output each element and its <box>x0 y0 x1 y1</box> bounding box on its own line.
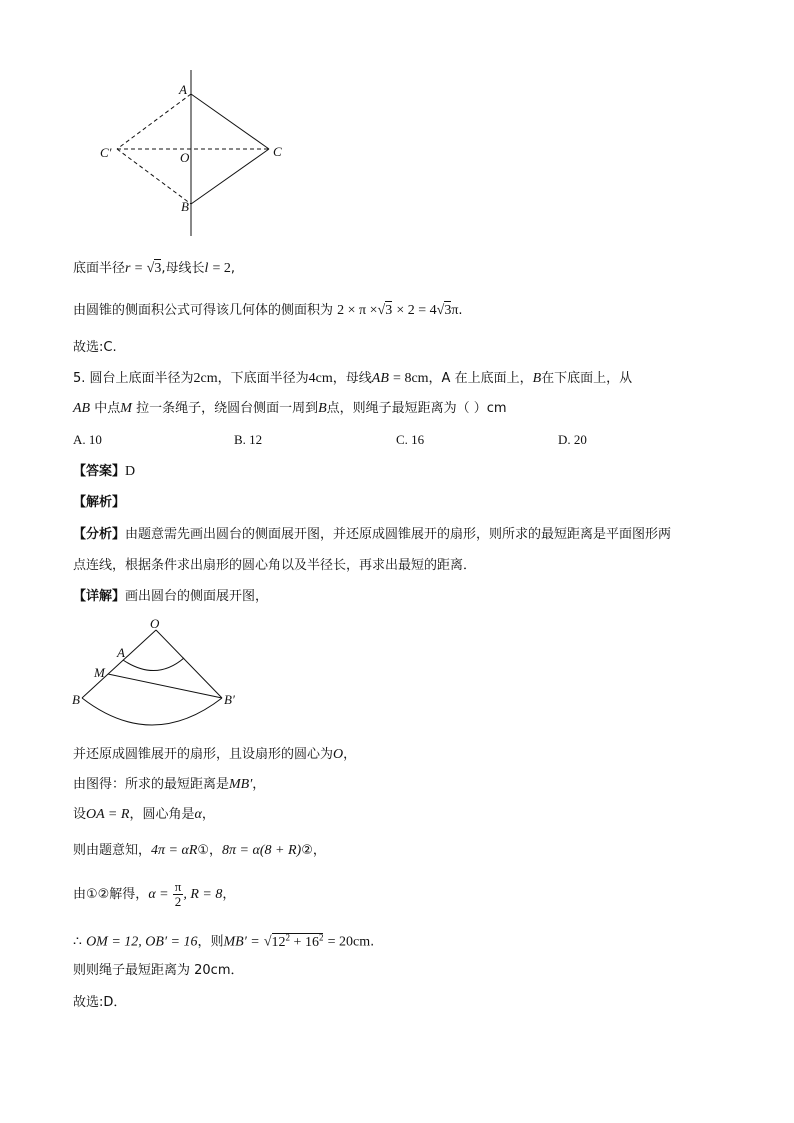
math: 8π = α(8 + R) <box>222 843 302 858</box>
text: 则由题意知， <box>73 843 152 858</box>
math: + 16 <box>290 934 319 950</box>
math-l: l <box>204 261 209 276</box>
radius-OB-prime <box>156 630 222 698</box>
solution-line-7 <box>73 962 244 980</box>
text: 画出圆台的侧面展开图， <box>125 589 269 604</box>
solution-line-2 <box>73 776 265 794</box>
segment-AC <box>191 94 269 149</box>
math: 2 <box>318 932 324 942</box>
math: 4π = αR <box>151 843 198 858</box>
math: B <box>318 401 327 416</box>
text: 在下底面上，从 <box>541 371 633 386</box>
xiangjie-tag: 【详解】 <box>73 589 126 604</box>
analysis-heading <box>73 494 125 512</box>
math: MB′ = <box>223 934 260 950</box>
text: 底面半径 <box>73 261 126 276</box>
label-O: O <box>150 616 160 631</box>
math: 2 <box>285 932 291 942</box>
outer-arc <box>82 698 222 725</box>
math: AB <box>371 371 389 386</box>
math: × 2 = 4 <box>396 303 437 318</box>
math: B <box>532 371 542 386</box>
math-sqrt3: 3 <box>154 261 162 276</box>
text: . <box>458 303 463 318</box>
text: 并还原成圆锥展开的扇形，且设扇形的圆心为 <box>73 747 334 762</box>
text: , <box>230 261 236 276</box>
fenxi-tag: 【分析】 <box>73 527 126 542</box>
text: ， <box>222 887 236 902</box>
math-eq2: = 2 <box>212 261 231 276</box>
answer-value: D <box>125 464 136 479</box>
figure-sector <box>68 612 248 734</box>
math: OM = 12, OB′ = 16 <box>86 934 198 950</box>
math: 3 <box>444 303 452 318</box>
solution-line-8 <box>73 994 126 1012</box>
text: 设 <box>73 807 87 822</box>
text: 由圆锥的侧面积公式可得该几何体的侧面积为 <box>73 303 334 318</box>
math: = 8cm <box>393 371 429 386</box>
answer-tag: 【答案】 <box>73 464 126 479</box>
option-b: B. 12 <box>234 432 263 447</box>
math: 4cm <box>308 371 333 386</box>
text: ，A 在上底面上， <box>428 371 533 386</box>
math: 2 × π × <box>337 303 378 318</box>
math: MB′ <box>229 777 253 792</box>
math: = 20cm <box>327 934 371 950</box>
label-O: O <box>180 150 190 165</box>
math: O <box>333 747 344 762</box>
label-C-prime: C′ <box>100 145 112 160</box>
solution-line-3 <box>73 806 215 824</box>
text: ， <box>252 777 266 792</box>
label-B: B <box>72 692 80 707</box>
math: α <box>194 807 202 822</box>
segment-CB <box>191 149 269 204</box>
line-base-radius: 底面半径r = √3,母线长l = 2, <box>73 261 236 276</box>
text: ，则 <box>197 934 224 950</box>
text: ，下底面半径为 <box>217 371 309 386</box>
text: 点，则绳子最短距离为（ ）cm <box>326 401 507 416</box>
option-d: D. 20 <box>558 432 587 447</box>
label-M: M <box>94 665 105 680</box>
solution-line-5 <box>73 880 235 909</box>
math-eq: = <box>134 261 143 276</box>
text: ②， <box>301 843 326 858</box>
solution-line-6: ∴ OM = 12, OB′ = 16，则$MB' = √12^2 + 16^2 = 20cm$. <box>73 932 375 950</box>
label-A: A <box>117 645 125 660</box>
text: 由题意需先画出圆台的侧面展开图，并还原成圆锥展开的扇形，则所求的最短距离是平面图形两 <box>125 527 672 542</box>
text: 故选:C. <box>73 340 117 355</box>
radius-OB <box>82 630 156 698</box>
text: ， <box>343 747 357 762</box>
text: 中点 <box>94 401 121 416</box>
text: 点连线，根据条件求出扇形的圆心角以及半径长，再求出最短的距离． <box>73 558 477 573</box>
segment-MB-prime <box>108 674 222 698</box>
text: 5. 圆台上底面半径为 <box>73 371 194 386</box>
option-c: C. 16 <box>396 432 425 447</box>
segment-AC-prime <box>117 94 191 149</box>
text: 故选:D． <box>73 995 127 1010</box>
denominator: 2 <box>174 894 182 909</box>
text: ， <box>201 807 215 822</box>
text: 则则绳子最短距离为 20cm． <box>73 963 244 978</box>
answer-line <box>73 463 135 481</box>
math: π <box>451 303 459 318</box>
analysis-tag: 【解析】 <box>73 495 126 510</box>
text: 由①②解得， <box>73 887 149 902</box>
figure-rhombus <box>95 68 295 243</box>
text: ①， <box>197 843 223 858</box>
fraction-pi-over-2 <box>173 880 184 909</box>
math: 12 <box>271 934 286 950</box>
text: ,母线长 <box>161 261 205 276</box>
text: ，圆心角是 <box>129 807 195 822</box>
option-a: A. 10 <box>73 432 102 447</box>
inner-arc <box>123 658 184 671</box>
sqrt-expression <box>272 933 324 950</box>
math: 3 <box>385 303 393 318</box>
math: 2cm <box>193 371 218 386</box>
math: α = <box>148 887 169 902</box>
math: M <box>120 401 132 416</box>
label-B-prime: B′ <box>224 692 235 707</box>
question-5-line-1 <box>73 370 632 388</box>
line-choice-c <box>73 339 117 357</box>
therefore-symbol: ∴ <box>73 934 82 950</box>
math: AB <box>73 401 91 416</box>
math-r: r <box>125 261 131 276</box>
line-lateral-area: 由圆锥的侧面积公式可得该几何体的侧面积为 2 × π ×√3 × 2 = 4√3π. <box>73 303 463 318</box>
question-5-line-2 <box>73 400 507 418</box>
detail-line <box>73 588 268 606</box>
label-C: C <box>273 144 282 159</box>
text: 由图得：所求的最短距离是 <box>73 777 230 792</box>
analysis-line-1 <box>73 526 671 544</box>
text: 拉一条绳子，绕圆台侧面一周到 <box>136 401 319 416</box>
label-A: A <box>179 82 187 97</box>
solution-line-4 <box>73 842 326 860</box>
solution-line-1 <box>73 746 356 764</box>
numerator: π <box>174 879 182 894</box>
math: , R = 8 <box>183 887 223 902</box>
label-B: B <box>181 199 189 214</box>
text: ，母线 <box>332 371 372 386</box>
analysis-line-2 <box>73 557 476 575</box>
math: OA = R <box>86 807 130 822</box>
text: . <box>370 934 375 950</box>
